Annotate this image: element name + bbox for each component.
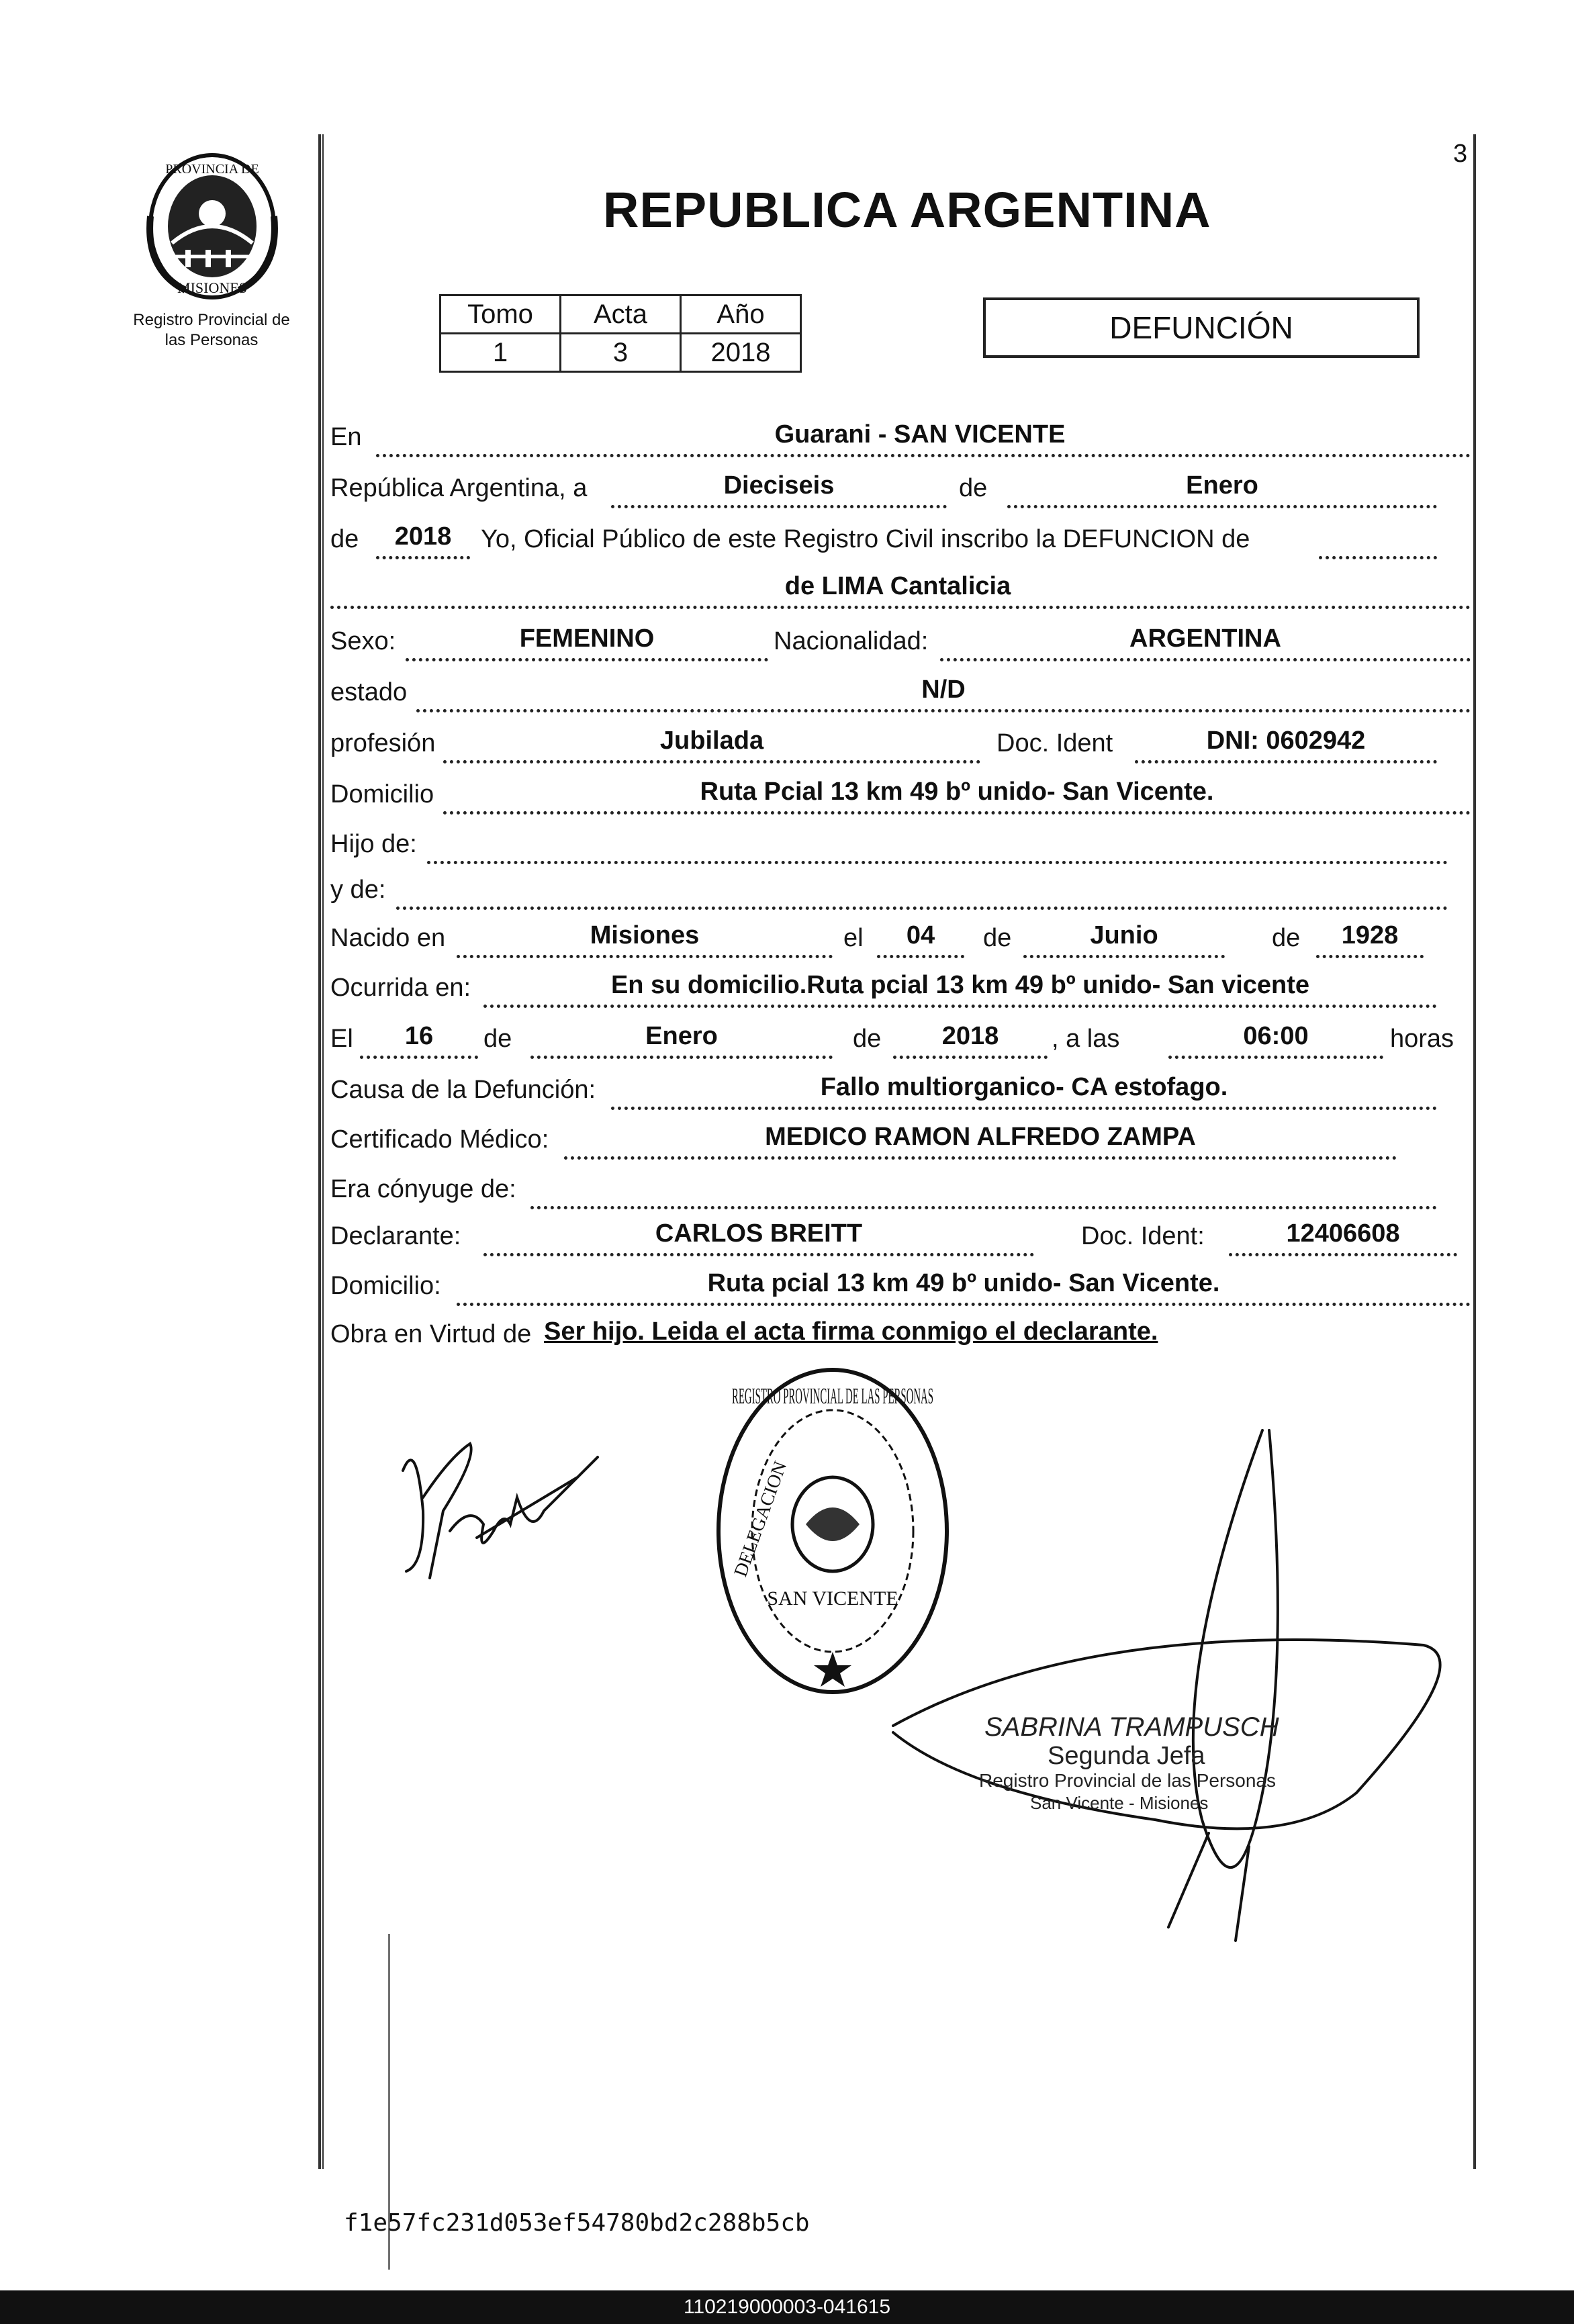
dotted-line xyxy=(893,1056,1048,1059)
logo-bottom-text: MISIONES xyxy=(177,279,247,296)
dotted-line xyxy=(330,606,1471,609)
label-conyuge: Era cónyuge de: xyxy=(330,1175,516,1203)
dotted-line xyxy=(376,454,1471,457)
logo-caption-line-2: las Personas xyxy=(165,331,259,349)
dotted-line xyxy=(483,1253,1034,1256)
value-lugar: Guarani - SAN VICENTE xyxy=(774,420,1066,449)
value-dia-texto: Dieciseis xyxy=(723,471,835,500)
dotted-line xyxy=(611,505,947,508)
label-en: En xyxy=(330,423,362,451)
value-documento: DNI: 0602942 xyxy=(1206,727,1366,755)
stamp-outer-text: REGISTRO PROVINCIAL DE LAS PERSONAS xyxy=(732,1384,933,1409)
logo-top-text: PROVINCIA DE xyxy=(165,162,259,177)
value-sexo: FEMENINO xyxy=(519,624,655,653)
value-defuncion-dia: 16 xyxy=(404,1022,434,1050)
value-nacionalidad: ARGENTINA xyxy=(1129,624,1281,653)
dotted-line xyxy=(530,1206,1437,1209)
value-nombre: de LIMA Cantalicia xyxy=(784,572,1011,600)
label-nacido-en: Nacido en xyxy=(330,924,446,952)
dotted-line xyxy=(530,1056,833,1059)
label-obra: Obra en Virtud de xyxy=(330,1320,532,1348)
label-ocurrida-en: Ocurrida en: xyxy=(330,974,471,1002)
value-hora: 06:00 xyxy=(1243,1022,1309,1050)
value-declarante: CARLOS BREITT xyxy=(655,1219,863,1248)
value-certificado: MEDICO RAMON ALFREDO ZAMPA xyxy=(765,1123,1196,1151)
official-location: San Vicente - Misiones xyxy=(1030,1793,1209,1813)
value-nacido-dia: 04 xyxy=(906,921,935,949)
value-nacido-anio: 1928 xyxy=(1341,921,1399,949)
label-republica: República Argentina, a xyxy=(330,474,588,502)
label-estado: estado xyxy=(330,678,408,706)
label-causa: Causa de la Defunción: xyxy=(330,1076,596,1104)
table-header-acta: Acta xyxy=(561,295,681,334)
label-de: de xyxy=(330,525,359,553)
value-defuncion-mes: Enero xyxy=(645,1022,718,1050)
official-signature xyxy=(886,1417,1450,1954)
dotted-line xyxy=(483,1005,1437,1008)
label-de: de xyxy=(959,474,988,502)
dotted-line xyxy=(611,1107,1437,1110)
left-margin-line xyxy=(318,134,321,2169)
value-estado: N/D xyxy=(921,676,966,704)
dotted-line xyxy=(1135,760,1437,763)
value-causa: Fallo multiorganico- CA estofago. xyxy=(820,1073,1228,1101)
dotted-line xyxy=(443,811,1471,815)
dotted-line xyxy=(877,955,964,958)
logo-caption-line-1: Registro Provincial de xyxy=(133,311,290,329)
dotted-line xyxy=(1023,955,1225,958)
table-value-acta: 3 xyxy=(561,334,681,372)
dotted-line xyxy=(360,1056,478,1059)
label-certificado: Certificado Médico: xyxy=(330,1125,549,1154)
label-de: de xyxy=(483,1025,512,1053)
dotted-line xyxy=(940,658,1471,661)
dotted-line xyxy=(396,907,1448,910)
value-defuncion-anio: 2018 xyxy=(941,1022,999,1050)
value-nacido-lugar: Misiones xyxy=(590,921,700,949)
dotted-line xyxy=(457,1303,1471,1306)
dotted-line xyxy=(1168,1056,1383,1059)
label-horas: horas xyxy=(1390,1025,1454,1053)
value-anio: 2018 xyxy=(394,522,452,551)
label-doc-ident: Doc. Ident: xyxy=(1081,1222,1205,1250)
footer-id: 110219000003-041615 xyxy=(0,2290,1574,2324)
label-a-las: , a las xyxy=(1052,1025,1120,1053)
value-ocurrida-en: En su domicilio.Ruta pcial 13 km 49 bº unido- San vicente xyxy=(610,971,1310,999)
dotted-line xyxy=(1229,1253,1457,1256)
declarant-signature xyxy=(376,1430,604,1591)
official-office: Registro Provincial de las Personas xyxy=(979,1770,1276,1791)
dotted-line xyxy=(1316,955,1424,958)
stamp-inner-text: SAN VICENTE xyxy=(767,1587,898,1610)
dotted-line xyxy=(416,709,1471,712)
label-domicilio-declarante: Domicilio: xyxy=(330,1272,441,1300)
dotted-line xyxy=(406,658,768,661)
dotted-line xyxy=(1007,505,1437,508)
page-title: REPUBLICA ARGENTINA xyxy=(603,182,1211,238)
logo-caption xyxy=(114,310,309,351)
record-type-box: DEFUNCIÓN xyxy=(983,297,1420,358)
label-declarante: Declarante: xyxy=(330,1222,461,1250)
label-el: El xyxy=(330,1025,353,1053)
value-nacido-mes: Junio xyxy=(1090,921,1158,949)
label-hijo-de: Hijo de: xyxy=(330,830,417,858)
label-nacionalidad: Nacionalidad: xyxy=(774,627,929,655)
dotted-line xyxy=(457,955,833,958)
label-el: el xyxy=(843,924,864,952)
value-declarante-domicilio: Ruta pcial 13 km 49 bº unido- San Vicente. xyxy=(707,1269,1220,1297)
label-y-de: y de: xyxy=(330,876,386,904)
label-profesion: profesión xyxy=(330,729,436,757)
table-header-anio: Año xyxy=(681,295,801,334)
value-domicilio: Ruta Pcial 13 km 49 bº unido- San Vicente. xyxy=(700,778,1214,806)
dotted-line xyxy=(376,556,470,559)
star-icon xyxy=(814,1652,851,1687)
label-de: de xyxy=(983,924,1012,952)
official-role: Segunda Jefa xyxy=(1048,1742,1205,1770)
label-de: de xyxy=(853,1025,882,1053)
label-domicilio: Domicilio xyxy=(330,780,434,808)
label-doc-ident: Doc. Ident xyxy=(997,729,1113,757)
dotted-line xyxy=(427,861,1448,864)
page-number: 3 xyxy=(1453,140,1468,168)
value-mes: Enero xyxy=(1186,471,1258,500)
label-sexo: Sexo: xyxy=(330,627,396,655)
table-header-tomo: Tomo xyxy=(441,295,561,334)
misiones-shield-icon xyxy=(138,149,286,304)
dotted-line xyxy=(564,1156,1397,1160)
right-margin-line xyxy=(1473,134,1476,2169)
dotted-line xyxy=(443,760,980,763)
document-hash: f1e57fc231d053ef54780bd2c288b5cb xyxy=(344,2209,810,2237)
table-value-tomo: 1 xyxy=(441,334,561,372)
value-profesion: Jubilada xyxy=(659,727,764,755)
label-de: de xyxy=(1272,924,1301,952)
record-table xyxy=(439,294,802,373)
dotted-line xyxy=(1319,556,1437,559)
left-margin-line-inner xyxy=(322,134,324,2169)
stamp-left-text: DELEGACION xyxy=(730,1458,792,1580)
label-yo: Yo, Oficial Público de este Registro Civil inscribo la DEFUNCION de xyxy=(481,525,1250,553)
official-name: SABRINA TRAMPUSCH xyxy=(984,1712,1279,1742)
value-obra: Ser hijo. Leida el acta firma conmigo el declarante. xyxy=(544,1317,1158,1346)
table-value-anio: 2018 xyxy=(681,334,801,372)
value-declarante-doc: 12406608 xyxy=(1286,1219,1400,1248)
province-logo xyxy=(138,149,286,304)
